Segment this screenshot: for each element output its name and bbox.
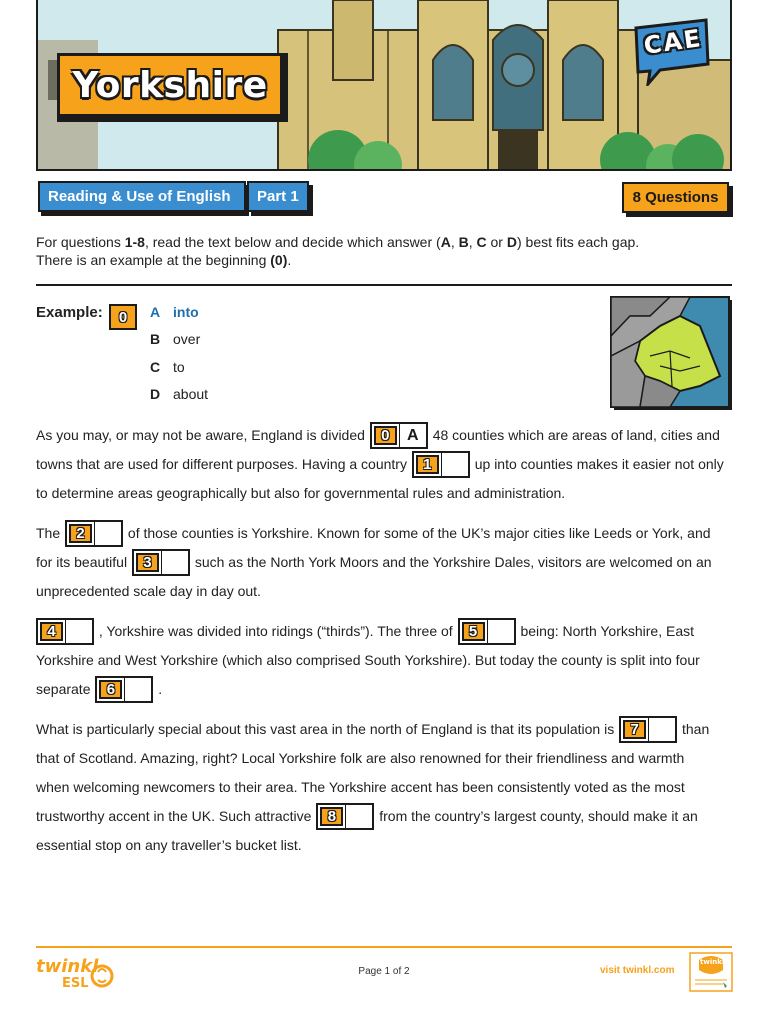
option-text-selected: into: [173, 304, 199, 320]
quality-badge: twinkl: [689, 952, 733, 992]
questions-badge: 8 Questions: [622, 182, 729, 213]
gap-2-box[interactable]: 2: [65, 520, 123, 547]
example-label: Example:: [36, 304, 103, 321]
option-letter: A: [150, 304, 161, 320]
title-card: [57, 53, 288, 122]
gap-6-box[interactable]: 6: [95, 676, 153, 703]
twinkl-esl-logo[interactable]: twinkl ESL: [36, 952, 116, 996]
example-number-box: 0: [109, 304, 139, 331]
option-letter: B: [150, 331, 161, 347]
gap-8-box[interactable]: 8: [316, 803, 374, 830]
page-number: Page 1 of 2: [358, 966, 410, 977]
gap-0-box: 0 A: [370, 422, 428, 449]
section-tab: Reading & Use of English: [38, 181, 246, 212]
gap-5-box[interactable]: 5: [458, 618, 516, 645]
option-letter: C: [150, 359, 161, 375]
instructions: For questions 1-8, read the text below and decide which answer (A, B, C or D) best fits each gap. There is an example at the beginning (0).: [36, 234, 640, 268]
gap-3-box[interactable]: 3: [132, 549, 190, 576]
option-text: to: [173, 359, 185, 375]
divider: [36, 284, 732, 286]
gap-4-box[interactable]: 4: [36, 618, 94, 645]
gap-7-box[interactable]: 7: [619, 716, 677, 743]
option-text: over: [173, 331, 201, 347]
footer-divider: [36, 946, 732, 948]
visit-link[interactable]: visit twinkl.com: [600, 965, 675, 976]
part-tab: Part 1: [247, 181, 309, 212]
yorkshire-map-icon: [610, 296, 734, 412]
level-badge: CAE: [642, 24, 704, 60]
option-letter: D: [150, 386, 161, 402]
page-title: Yorkshire: [72, 64, 268, 106]
gap-1-box[interactable]: 1: [412, 451, 470, 478]
option-text: about: [173, 386, 209, 402]
